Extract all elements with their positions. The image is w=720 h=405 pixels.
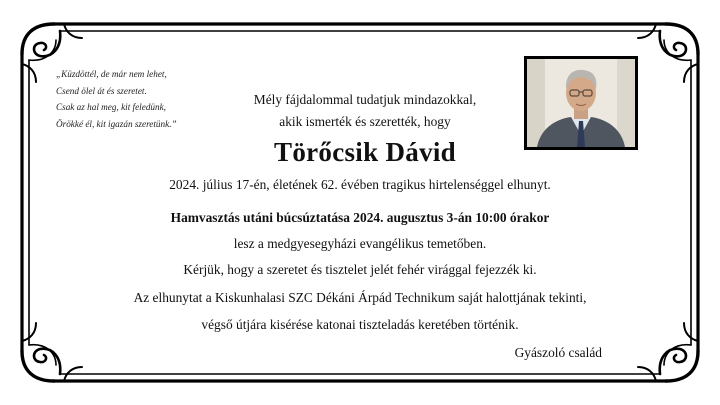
intro-line-2: akik ismerték és szerették, hogy [279,114,451,129]
memorial-poem [56,66,177,132]
death-date-line: 2024. július 17-én, életének 62. évében tragikus hirtelenséggel elhunyt. [169,177,551,192]
deceased-name: Törőcsik Dávid [274,137,456,167]
school-honor-line-2: végső útjára kisérése katonai tiszteladás keretében történik. [201,317,519,332]
poem-line: Csak az hal meg, kit feledünk, [56,102,166,112]
intro-line-1: Mély fájdalommal tudatjuk mindazokkal, [253,92,477,107]
school-honor-line-1: Az elhunytat a Kiskunhalasi SZC Dékáni Árpád Technikum saját halottjának tekinti, [133,290,587,305]
poem-line: „Küzdöttél, de már nem lehet, [56,69,167,79]
flowers-request-line: Kérjük, hogy a szeretet és tisztelet jelét fehér virággal fejezzék ki. [183,262,537,277]
signature: Gyászoló család [514,345,602,360]
cemetery-line: lesz a medgyesegyházi evangélikus temetőben. [233,236,487,251]
ceremony-line: Hamvasztás utáni búcsúztatása 2024. augusztus 3-án 10:00 órakor [170,210,550,225]
poem-line: Csend ölel át és szeretet. [56,85,147,96]
poem-line: Örökké él, kit igazán szeretünk.” [56,118,177,129]
portrait-photo [524,56,638,150]
